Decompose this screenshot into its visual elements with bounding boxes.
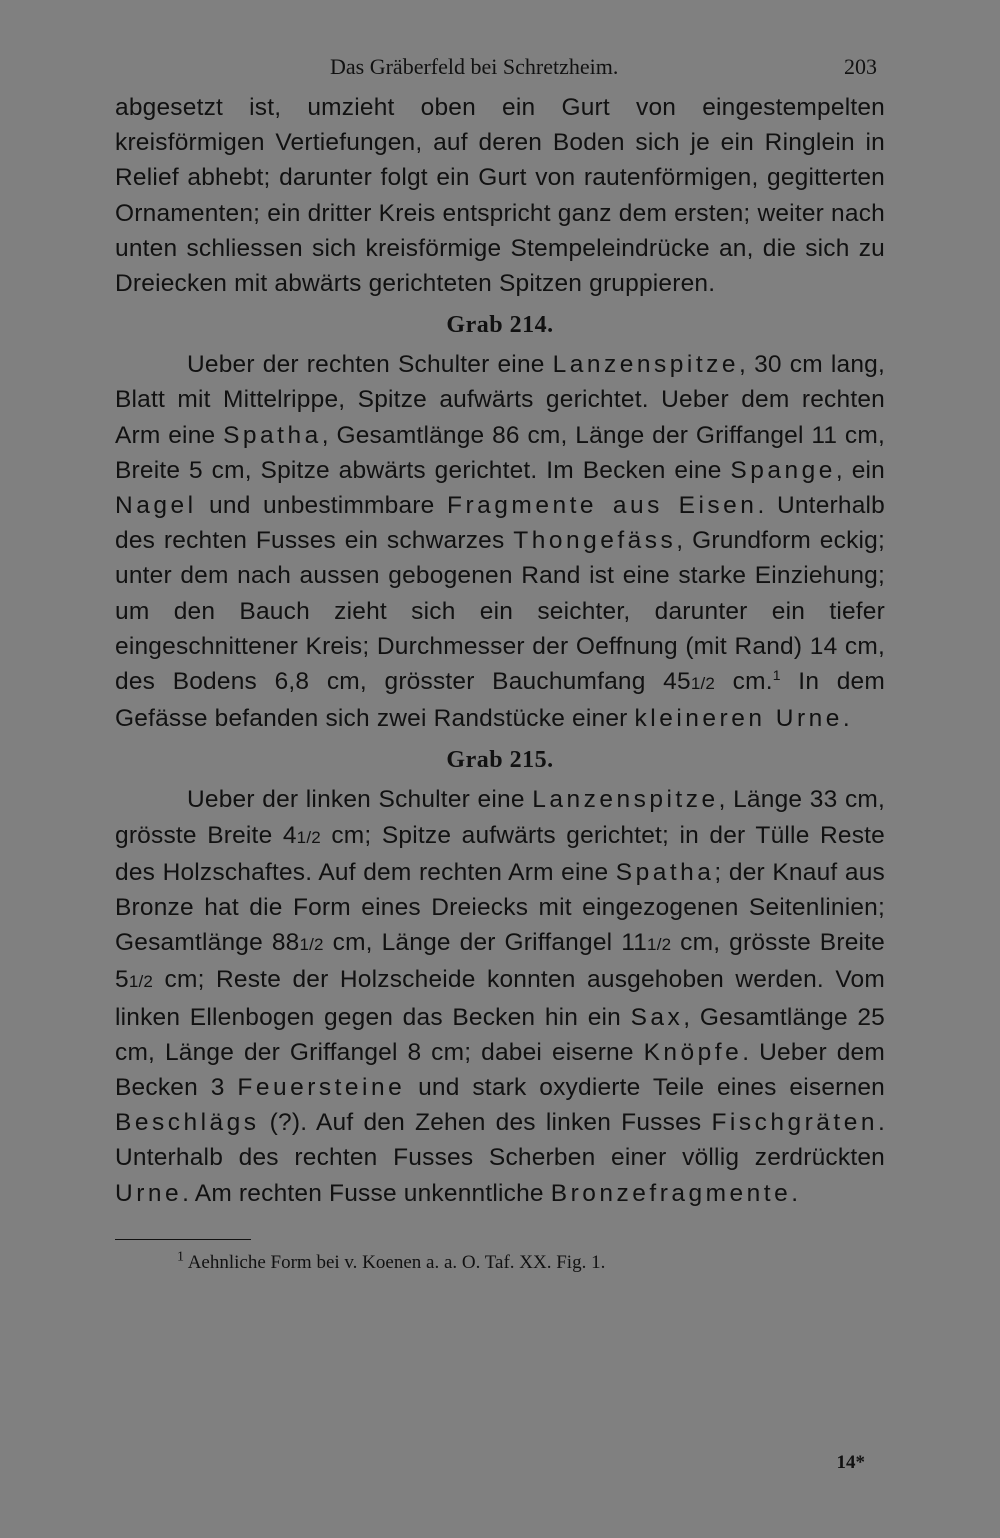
- footnote-text: Aehnliche Form bei v. Koenen a. a. O. Taf. XX. Fig. 1.: [184, 1251, 606, 1273]
- footnote-ref[interactable]: 1: [772, 666, 781, 683]
- text-run: Ueber der rechten Schulter eine: [187, 351, 553, 379]
- grab-214-paragraph: [115, 347, 885, 736]
- text-run: Ueber der linken Schulter eine: [187, 786, 533, 814]
- footnote: [115, 1249, 885, 1274]
- find-term: kleineren Urne: [634, 705, 843, 733]
- text-run: und unbestimmbare: [196, 492, 448, 520]
- signature-mark: 14*: [836, 1452, 865, 1473]
- text-run: . Unterhalb des rechten Fusses Scherben einer völlig zerdrückten: [115, 1109, 885, 1172]
- text-run: cm; Reste der Holzscheide konnten ausgehoben werden. Vom linken Ellenbogen gegen das Becken hin ein: [115, 966, 885, 1031]
- running-title: Das Gräberfeld bei Schretzheim.: [330, 54, 619, 79]
- intro-paragraph: abgesetzt ist, umzieht oben ein Gurt von eingestempelten kreisförmigen Vertiefungen, auf deren Boden sich je ein Ringlein in Relief abhebt; darunter folgt ein Gurt von rautenförmigen, gegitterten Ornamenten; ein dritter Kreis entspricht ganz dem ersten; weiter nach unten schliessen sich kreisförmige Stempeleindrücke an, die sich zu Dreiecken mit abwärts gerichteten Spitzen gruppieren.: [115, 94, 885, 298]
- find-term: Fischgräten: [711, 1109, 878, 1137]
- grab-215-paragraph: [115, 782, 885, 1210]
- find-term: Beschlägs: [115, 1109, 260, 1137]
- page: [115, 54, 885, 1514]
- find-term: Knöpfe: [643, 1038, 743, 1066]
- find-term: Spatha: [223, 421, 322, 449]
- text-run: In dem Gefässe befanden sich zwei Randstücke einer: [115, 668, 885, 733]
- text-run: und stark oxydierte Teile eines eisernen: [405, 1074, 885, 1102]
- text-run: (?). Auf den Zehen des linken Fusses: [259, 1109, 712, 1137]
- text-run: cm, grösste Breite 5: [115, 929, 885, 994]
- find-term: Spatha: [615, 858, 715, 886]
- text-run: cm; Spitze aufwärts gerichtet; in der Tülle Reste des Holzschaftes. Auf dem rechten Arm eine: [115, 821, 885, 886]
- fraction: 1/2: [690, 674, 716, 694]
- text-run: , Gesamtlänge 25 cm, Länge der Griffangel 8 cm; dabei eiserne: [115, 1003, 886, 1066]
- find-term: Lanzenspitze: [532, 786, 719, 814]
- grab-215-heading: Grab 215.: [446, 747, 554, 774]
- running-head: [115, 54, 885, 90]
- text-run: . Am rechten Fusse unkenntliche: [182, 1179, 551, 1207]
- fraction: 1/2: [128, 972, 154, 992]
- text-run: .: [791, 1179, 799, 1207]
- find-term: Sax: [630, 1003, 684, 1031]
- page-number: 203: [844, 54, 877, 79]
- grab-214-heading: Grab 214.: [446, 312, 554, 339]
- text-run: cm.: [715, 668, 773, 696]
- text-run: , Gesamtlänge 86 cm, Länge der Griffangel 11 cm, Breite 5 cm, Spitze abwärts gerichtet. Im Becken eine: [115, 421, 885, 484]
- find-term: Urne: [115, 1179, 183, 1207]
- text-run: cm, Länge der Griffangel 11: [323, 929, 648, 957]
- text-run: .: [842, 705, 850, 733]
- text-run: . Unterhalb des rechten Fusses ein schwarzes: [115, 492, 885, 555]
- text-run: , Länge 33 cm, grösste Breite 4: [115, 786, 886, 849]
- find-term: Bronzefragmente: [550, 1179, 792, 1207]
- find-term: Spange: [730, 456, 836, 484]
- fraction: 1/2: [296, 827, 321, 847]
- footnote-marker: 1: [177, 1249, 184, 1265]
- find-term: Nagel: [115, 492, 197, 520]
- find-term: Feuersteine: [237, 1074, 406, 1102]
- footnote-divider: [115, 1239, 251, 1240]
- find-term: Thongefäss: [513, 527, 677, 555]
- fraction: 1/2: [647, 935, 672, 955]
- text-run: , Grundform eckig; unter dem nach aussen gebogenen Rand ist eine starke Einziehung; um den Bauch zieht sich ein seichter, darunter ein tiefer eingeschnittener Kreis; Durchmesser der Oeffnung (mit Rand) 14 cm, des Bodens 6,8 cm, grösster Bauchumfang 45: [115, 527, 885, 696]
- text-run: ; der Knauf aus Bronze hat die Form eines Dreiecks mit eingezogenen Seitenlinien; Gesamtlänge 88: [115, 858, 885, 957]
- fraction: 1/2: [299, 935, 324, 955]
- text-run: . Ueber dem Becken 3: [115, 1038, 885, 1102]
- find-term: Fragmente aus Eisen: [447, 492, 758, 520]
- text-run: , ein: [835, 456, 885, 484]
- text-run: , 30 cm lang, Blatt mit Mittelrippe, Spitze aufwärts gerichtet. Ueber dem rechten Arm eine: [115, 351, 885, 449]
- find-term: Lanzenspitze: [552, 351, 740, 379]
